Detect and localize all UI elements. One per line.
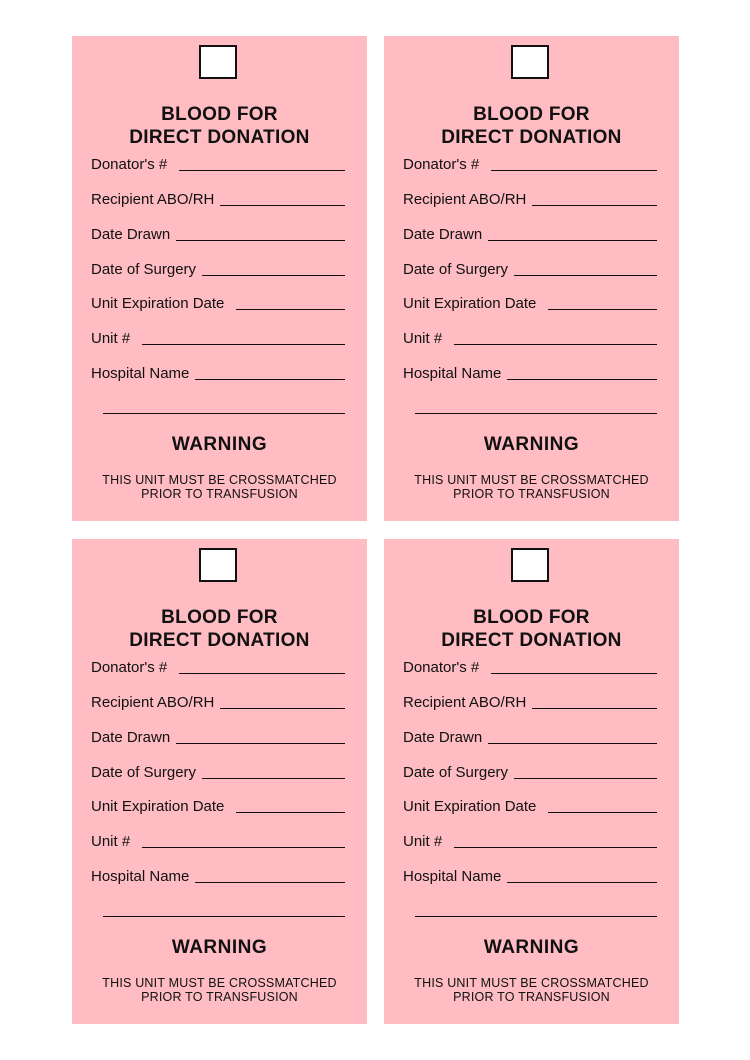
field-label: Unit Expiration Date bbox=[403, 295, 537, 312]
tag-title bbox=[384, 606, 679, 652]
tag-punch-hole bbox=[199, 548, 237, 582]
field-blank-line[interactable] bbox=[532, 205, 657, 206]
field-label: Unit Expiration Date bbox=[91, 295, 225, 312]
field-blank-line[interactable] bbox=[195, 882, 345, 883]
unit-number-field[interactable] bbox=[91, 829, 345, 851]
donation-tag bbox=[384, 539, 679, 1024]
field-blank-line[interactable] bbox=[454, 847, 657, 848]
recipient-abo-rh-field[interactable] bbox=[91, 690, 345, 712]
field-blank-line[interactable] bbox=[514, 275, 657, 276]
field-label: Unit # bbox=[91, 330, 131, 347]
donator-number-field[interactable] bbox=[403, 655, 657, 677]
field-label: Recipient ABO/RH bbox=[91, 191, 215, 208]
tag-title bbox=[384, 103, 679, 149]
field-label: Hospital Name bbox=[91, 365, 190, 382]
field-label: Donator's # bbox=[91, 156, 168, 173]
unit-number-field[interactable] bbox=[403, 829, 657, 851]
signature-line[interactable] bbox=[103, 916, 345, 917]
unit-expiration-date-field[interactable] bbox=[403, 291, 657, 313]
field-blank-line[interactable] bbox=[142, 344, 345, 345]
donator-number-field[interactable] bbox=[91, 152, 345, 174]
recipient-abo-rh-field[interactable] bbox=[403, 187, 657, 209]
field-label: Unit Expiration Date bbox=[91, 798, 225, 815]
donator-number-field[interactable] bbox=[403, 152, 657, 174]
field-blank-line[interactable] bbox=[202, 778, 345, 779]
field-label: Hospital Name bbox=[403, 868, 502, 885]
date-drawn-field[interactable] bbox=[403, 725, 657, 747]
field-label: Date Drawn bbox=[403, 226, 483, 243]
date-of-surgery-field[interactable] bbox=[403, 760, 657, 782]
tag-title-line2: DIRECT DONATION bbox=[129, 630, 310, 651]
unit-expiration-date-field[interactable] bbox=[403, 794, 657, 816]
crossmatch-notice bbox=[72, 473, 367, 501]
notice-line2: PRIOR TO TRANSFUSION bbox=[453, 487, 610, 501]
field-label: Date of Surgery bbox=[91, 764, 197, 781]
warning-heading: WARNING bbox=[171, 937, 268, 958]
recipient-abo-rh-field[interactable] bbox=[403, 690, 657, 712]
crossmatch-notice bbox=[72, 976, 367, 1004]
field-blank-line[interactable] bbox=[176, 240, 345, 241]
notice-line2: PRIOR TO TRANSFUSION bbox=[453, 990, 610, 1004]
field-blank-line[interactable] bbox=[236, 812, 345, 813]
tag-title-line2: DIRECT DONATION bbox=[441, 127, 622, 148]
notice-line2: PRIOR TO TRANSFUSION bbox=[141, 487, 298, 501]
tag-title-line1: BLOOD FOR bbox=[161, 607, 278, 628]
recipient-abo-rh-field[interactable] bbox=[91, 187, 345, 209]
hospital-name-field[interactable] bbox=[403, 864, 657, 886]
hospital-name-field[interactable] bbox=[403, 361, 657, 383]
field-blank-line[interactable] bbox=[236, 309, 345, 310]
tag-punch-hole bbox=[199, 45, 237, 79]
field-blank-line[interactable] bbox=[491, 673, 657, 674]
field-label: Date of Surgery bbox=[403, 261, 509, 278]
field-blank-line[interactable] bbox=[142, 847, 345, 848]
notice-line1: THIS UNIT MUST BE CROSSMATCHED bbox=[102, 976, 337, 990]
tag-title-line1: BLOOD FOR bbox=[161, 104, 278, 125]
field-blank-line[interactable] bbox=[548, 309, 657, 310]
field-label: Hospital Name bbox=[403, 365, 502, 382]
warning-heading: WARNING bbox=[483, 434, 580, 455]
field-label: Recipient ABO/RH bbox=[403, 191, 527, 208]
notice-line1: THIS UNIT MUST BE CROSSMATCHED bbox=[102, 473, 337, 487]
field-blank-line[interactable] bbox=[514, 778, 657, 779]
field-label: Date of Surgery bbox=[91, 261, 197, 278]
field-label: Donator's # bbox=[403, 659, 480, 676]
field-label: Unit # bbox=[91, 833, 131, 850]
field-label: Hospital Name bbox=[91, 868, 190, 885]
field-label: Date Drawn bbox=[403, 729, 483, 746]
field-blank-line[interactable] bbox=[179, 170, 345, 171]
date-of-surgery-field[interactable] bbox=[91, 257, 345, 279]
field-blank-line[interactable] bbox=[491, 170, 657, 171]
field-blank-line[interactable] bbox=[507, 379, 657, 380]
notice-line2: PRIOR TO TRANSFUSION bbox=[141, 990, 298, 1004]
donation-tag bbox=[72, 36, 367, 521]
field-label: Unit Expiration Date bbox=[403, 798, 537, 815]
field-blank-line[interactable] bbox=[176, 743, 345, 744]
field-blank-line[interactable] bbox=[532, 708, 657, 709]
tag-title bbox=[72, 606, 367, 652]
tag-title-line2: DIRECT DONATION bbox=[441, 630, 622, 651]
donation-tag bbox=[384, 36, 679, 521]
donation-tag bbox=[72, 539, 367, 1024]
tag-title-line1: BLOOD FOR bbox=[473, 607, 590, 628]
field-label: Date Drawn bbox=[91, 729, 171, 746]
date-of-surgery-field[interactable] bbox=[91, 760, 345, 782]
date-drawn-field[interactable] bbox=[91, 222, 345, 244]
crossmatch-notice bbox=[384, 473, 679, 501]
tag-title bbox=[72, 103, 367, 149]
signature-line[interactable] bbox=[415, 413, 657, 414]
tag-punch-hole bbox=[511, 548, 549, 582]
field-blank-line[interactable] bbox=[488, 743, 657, 744]
field-blank-line[interactable] bbox=[548, 812, 657, 813]
notice-line1: THIS UNIT MUST BE CROSSMATCHED bbox=[414, 473, 649, 487]
date-drawn-field[interactable] bbox=[403, 222, 657, 244]
date-drawn-field[interactable] bbox=[91, 725, 345, 747]
unit-expiration-date-field[interactable] bbox=[91, 794, 345, 816]
tag-punch-hole bbox=[511, 45, 549, 79]
hospital-name-field[interactable] bbox=[91, 361, 345, 383]
field-blank-line[interactable] bbox=[195, 379, 345, 380]
field-blank-line[interactable] bbox=[220, 205, 345, 206]
field-blank-line[interactable] bbox=[220, 708, 345, 709]
field-blank-line[interactable] bbox=[454, 344, 657, 345]
unit-expiration-date-field[interactable] bbox=[91, 291, 345, 313]
tag-title-line2: DIRECT DONATION bbox=[129, 127, 310, 148]
field-blank-line[interactable] bbox=[179, 673, 345, 674]
crossmatch-notice bbox=[384, 976, 679, 1004]
unit-number-field[interactable] bbox=[403, 326, 657, 348]
date-of-surgery-field[interactable] bbox=[403, 257, 657, 279]
field-blank-line[interactable] bbox=[202, 275, 345, 276]
field-label: Unit # bbox=[403, 833, 443, 850]
field-blank-line[interactable] bbox=[507, 882, 657, 883]
field-label: Unit # bbox=[403, 330, 443, 347]
field-label: Date of Surgery bbox=[403, 764, 509, 781]
field-label: Recipient ABO/RH bbox=[91, 694, 215, 711]
field-label: Date Drawn bbox=[91, 226, 171, 243]
donator-number-field[interactable] bbox=[91, 655, 345, 677]
field-label: Recipient ABO/RH bbox=[403, 694, 527, 711]
field-label: Donator's # bbox=[91, 659, 168, 676]
warning-heading: WARNING bbox=[171, 434, 268, 455]
field-blank-line[interactable] bbox=[488, 240, 657, 241]
signature-line[interactable] bbox=[415, 916, 657, 917]
warning-heading: WARNING bbox=[483, 937, 580, 958]
notice-line1: THIS UNIT MUST BE CROSSMATCHED bbox=[414, 976, 649, 990]
unit-number-field[interactable] bbox=[91, 326, 345, 348]
tag-title-line1: BLOOD FOR bbox=[473, 104, 590, 125]
field-label: Donator's # bbox=[403, 156, 480, 173]
signature-line[interactable] bbox=[103, 413, 345, 414]
hospital-name-field[interactable] bbox=[91, 864, 345, 886]
